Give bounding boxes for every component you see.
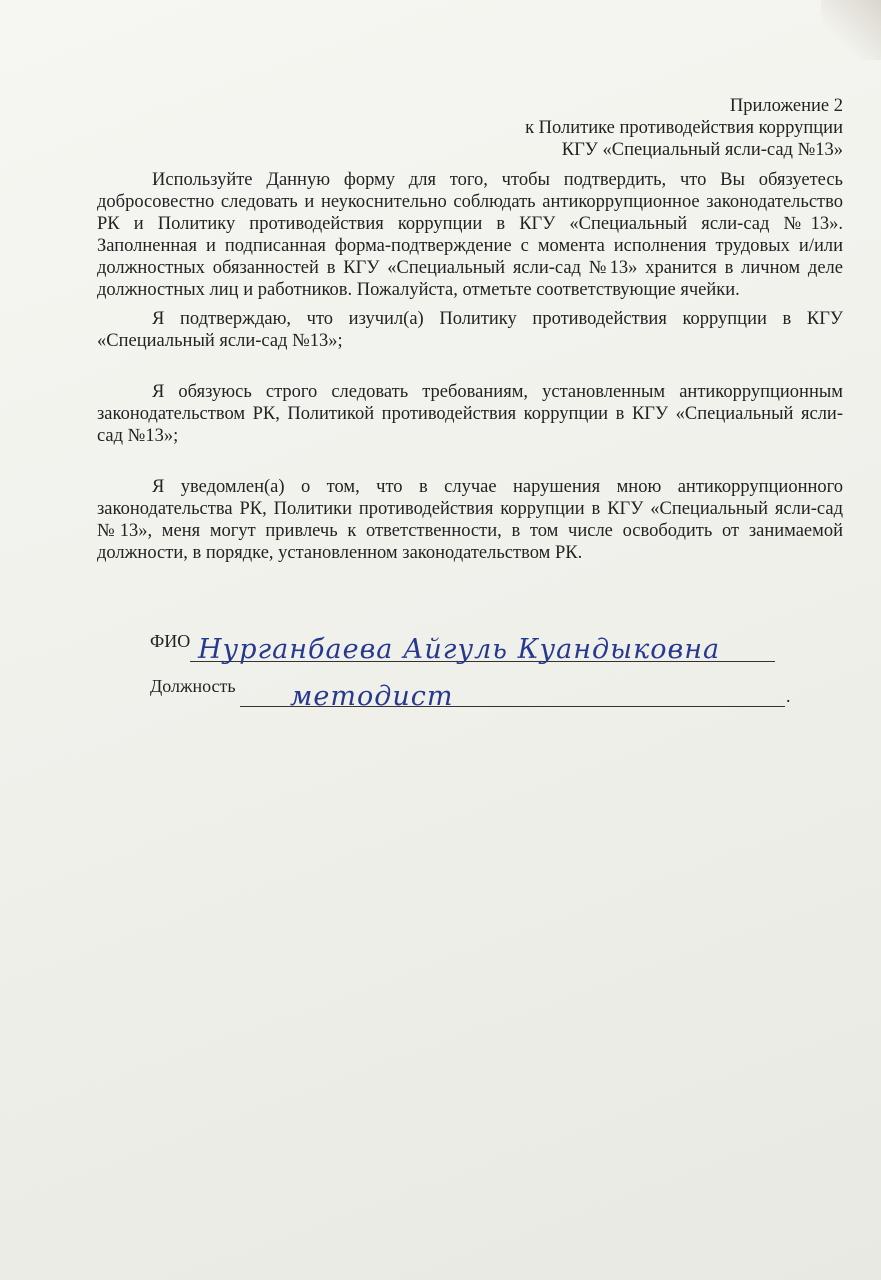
- position-end-dot: .: [786, 686, 791, 706]
- intro-paragraph: Используйте Данную форму для того, чтобы подтвердить, что Вы обязуетесь добросовестно следовать и неукоснительно соблюдать антикоррупционное законодательство РК и Политику противодействия коррупции в КГУ «Специальный ясли-сад №13». Заполненная и подписанная форма-подтверждение с момента исполнения трудовых и/или должностных обязанностей в КГУ «Специальный ясли-сад №13» хранится в личном деле должностных лиц и работников. Пожалуйста, отметьте соответствующие ячейки.: [97, 170, 843, 300]
- position-handwritten-value: методист: [290, 681, 454, 712]
- statement-studied-policy: Я подтверждаю, что изучил(а) Политику противодействия коррупции в КГУ «Специальный ясли-сад №13»;: [97, 309, 843, 351]
- appendix-header: [97, 95, 843, 161]
- statement-obligation: Я обязуюсь строго следовать требованиям, установленным антикоррупционным законодательством РК, Политикой противодействия коррупции в КГУ «Специальный ясли-сад №13»;: [97, 382, 843, 446]
- document-page: [97, 95, 843, 564]
- fio-label: ФИО: [150, 631, 191, 651]
- appendix-title: Приложение 2: [729, 96, 843, 116]
- appendix-policy-ref: к Политике противодействия коррупции: [525, 118, 843, 138]
- appendix-org-ref: КГУ «Специальный ясли-сад №13»: [561, 140, 843, 160]
- fio-handwritten-value: Нурганбаева Айгуль Куандыковна: [198, 634, 721, 665]
- position-label: Должность: [150, 676, 236, 696]
- statement-notified: Я уведомлен(а) о том, что в случае нарушения мною антикоррупционного законодательства РК, Политики противодействия коррупции в КГУ «Специальный ясли-сад №13», меня могут привлечь к ответственности, в том числе освободить от занимаемой должности, в порядке, установленном законодательством РК.: [97, 477, 843, 563]
- paper-corner-shadow: [821, 0, 881, 60]
